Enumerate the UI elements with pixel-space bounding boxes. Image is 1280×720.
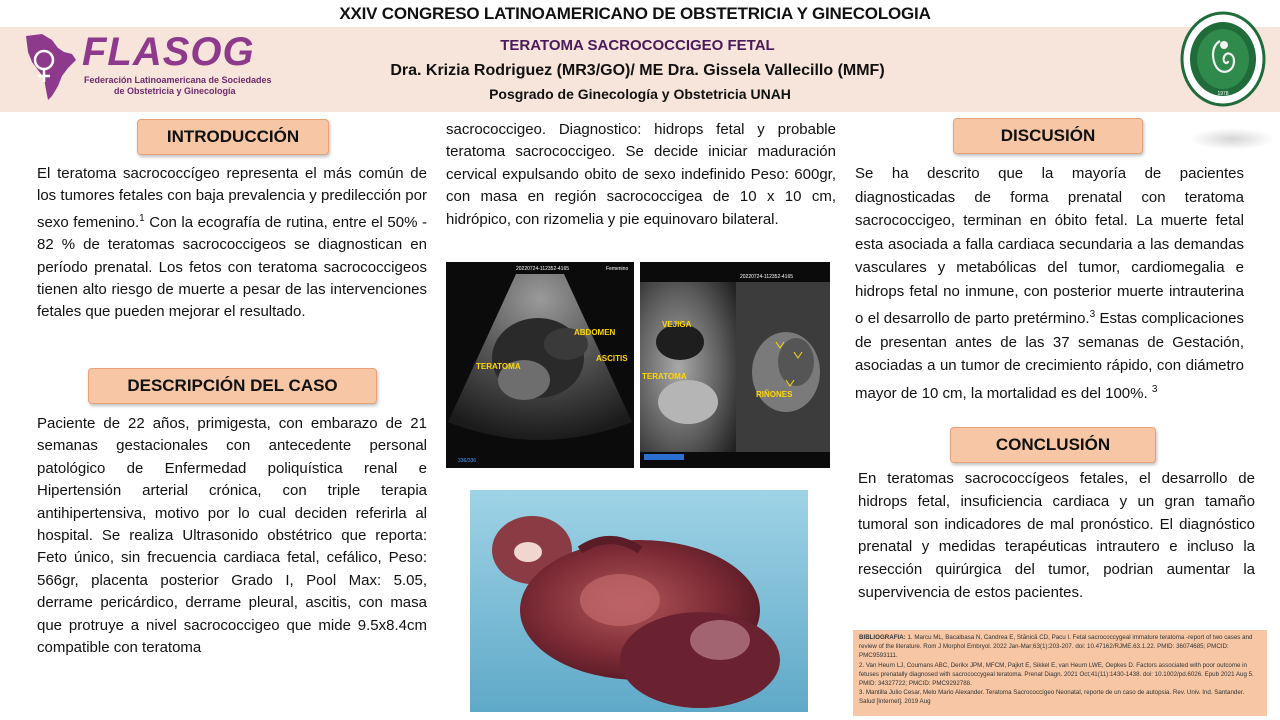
intro-text-part2: Con la ecografía de rutina, entre el 50% - 82 % de teratomas sacrococcigeos se diagnostican en período prenatal. Los fetos con teratoma sacrococcigeos tienen alto riesgo de muerte a pesar de las intervenciones fetales que pueden mejorar el resultado. xyxy=(37,213,427,321)
conclusion-text: En teratomas sacrococcígeos fetales, el desarrollo de hidrops fetal, insuficiencia cardiaca y un gran tamaño tumoral son indicadores de mal pronóstico. El diagnóstico prenatal y medidas terapéuticas intrautero e incluso la resección quirúrgica del tumor, podrian aumentar la supervivencia de estos pacientes. xyxy=(858,470,1255,601)
poster-authors: Dra. Krizia Rodriguez (MR3/GO)/ ME Dra. Gissela Vallecillo (MMF) xyxy=(390,62,885,79)
discussion-text-part2: Estas complicaciones de presentan antes de las 37 semanas de Gestación, asociadas a un tumor de crecimiento rápido, con diámetro mayor de 10 cm, la mortalidad es del 100%. xyxy=(855,310,1244,402)
bibliography-box xyxy=(853,630,1267,716)
logo-subtitle-2: de Obstetricia y Ginecología xyxy=(114,86,236,96)
ultrasound-scan-right xyxy=(736,262,830,468)
discussion-citation-1: 3 xyxy=(1089,309,1096,320)
ultrasound-scan-middle xyxy=(640,262,736,468)
label-vejiga: VEJIGA xyxy=(662,320,692,329)
bibliography-label: BIBLIOGRAFIA: xyxy=(859,634,906,641)
bibliography-ref-3: 3. Mantilla Julio Cesar, Melo Mario Alexander. Teratoma Sacrococcígeo Neonatal, reporte de un caso de autopsia. Rev. Univ. Ind. Santander. Salud [Internet]. 2019 Aug xyxy=(859,689,1245,706)
label-teratoma-left: TERATOMA xyxy=(476,362,521,371)
society-seal-icon xyxy=(1180,11,1266,107)
congress-title: XXIV CONGRESO LATINOAMERICANO DE OBSTETRICIA Y GINECOLOGIA xyxy=(339,4,931,23)
seal-year: 1978 xyxy=(1217,91,1229,97)
discussion-citation-2: 3 xyxy=(1151,383,1158,395)
discussion-text-part1: Se ha descrito que la mayoría de pacientes diagnosticadas de forma prenatal con teratoma sacrococcigeo, terminan en óbito fetal. La muerte fetal esta asociada a falla cardiaca secundaria a las demandas vasculares y metabólicas del tumor, cardiomegalia e hidrops fetal no inmune, con posterior muerte intrauterina o el desarrollo de parto pretérmino. xyxy=(855,165,1244,327)
conclusion-heading: CONCLUSIÓN xyxy=(950,427,1156,463)
ultrasound-image-right xyxy=(736,262,830,468)
poster-title: TERATOMA SACROCOCCIGEO FETAL xyxy=(500,37,775,54)
intro-text-part1: El teratoma sacrococcígeo representa el más común de los tumores fetales con baja prevalencia y predilección por sexo femenino. xyxy=(37,165,427,231)
intro-text xyxy=(37,163,427,324)
ultrasound-image-left xyxy=(446,262,634,468)
discussion-text xyxy=(855,162,1244,405)
bibliography-ref-1-text: 1. Marcu ML, Bacalbasa N, Candrea E, Stănică CD, Pacu I. Fetal sacrococcygeal immature teratoma -report of two cases and review of the literature. Rom J Morphol Embryol. 2022 Jan-Mar;63(1):203-207. doi: 10.47162/RJME.63.1.22. PMID: 36074685; PMCID: PMC9593111. xyxy=(859,634,1253,660)
label-teratoma-middle: TERATOMA xyxy=(642,372,687,381)
fetus-specimen-photo xyxy=(470,490,808,712)
poster-program: Posgrado de Ginecología y Obstetricia UNAH xyxy=(489,86,791,102)
intro-citation: 1 xyxy=(139,212,145,224)
fetus-photo-illustration xyxy=(470,490,808,712)
ultrasound-gender-left: Femenino xyxy=(606,266,629,272)
ultrasound-image-middle xyxy=(640,262,736,468)
bibliography-ref-1 xyxy=(859,633,1261,661)
ultrasound-header-left: 20220724-112352-4165 xyxy=(516,266,570,272)
ultrasound-counter: 336/336 xyxy=(458,458,477,464)
label-rinones: RIÑONES xyxy=(756,390,793,399)
case-text-continued: sacrococcigeo. Diagnostico: hidrops fetal y probable teratoma sacrococcigeo. Se decide iniciar maduración cervical expulsando obito de sexo indefinido Peso: 600gr, con masa en región sacrococcigea de 10 x 10 cm, hidrópico, con rizomelia y pie equinovaro bilateral. xyxy=(446,121,836,228)
ultrasound-header-right: 20220724-112352-4165 xyxy=(740,274,794,280)
ultrasound-scan-left xyxy=(446,262,634,468)
logo-wordmark: FLASOG xyxy=(82,30,255,74)
bibliography-ref-2: 2. Van Heurn LJ, Coumans ABC, Derikx JPM, MFCM, Pajkrt E, Sikkel E, van Heurn LWE, Oepkes D. Factors associated with poor outcome in fetuses prenatally diagnosed with sacrococcygeal teratoma. Prenat Diagn. 2021 Oct;41(11):1430-1438. doi: 10.1002/pd.6026. Epub 2021 Aug 5. PMID: 34327722; PMCID: PMC9292788. xyxy=(859,661,1254,688)
case-text: Paciente de 22 años, primigesta, con embarazo de 21 semanas gestacionales con antecedente personal patológico de Enfermedad poliquística renal e Hipertensión arterial crónica, con triple terapia antihipertensiva, motivo por lo cual deciden referirla al hospital. Se realiza Ultrasonido obstétrico que reporta: Feto único, sin frecuencia cardiaca fetal, cefálico, Peso: 566gr, placenta posterior Grado I, Pool Max: 5.05, derrame pericárdico, derrame pleural, ascitis, con masa que protruye a nivel sacrococcigeo que mide 9.5x8.4cm compatible con teratoma xyxy=(37,415,427,657)
logo-subtitle-1: Federación Latinoamericana de Sociedades xyxy=(84,75,272,85)
case-heading: DESCRIPCIÓN DEL CASO xyxy=(88,368,377,404)
latin-america-map-icon xyxy=(18,30,82,102)
label-ascitis: ASCITIS xyxy=(596,354,628,363)
discussion-heading: DISCUSIÓN xyxy=(953,118,1143,154)
blurred-artifact xyxy=(1190,128,1275,150)
label-abdomen: ABDOMEN xyxy=(574,328,616,337)
intro-heading: INTRODUCCIÓN xyxy=(137,119,329,155)
flasog-logo xyxy=(18,30,272,102)
